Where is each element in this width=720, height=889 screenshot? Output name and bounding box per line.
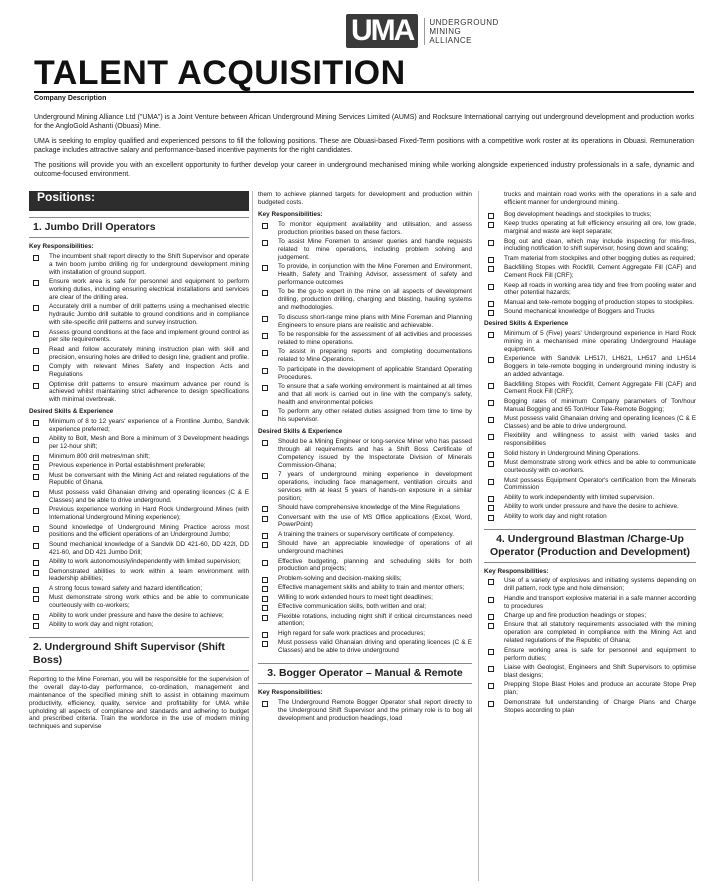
list-item: Willing to work extended hours to meet tight deadlines; [258,594,472,602]
shift-skills-heading: Desired Skills & Experience [258,427,343,435]
intro-paragraph: UMA is seeking to employ qualified and experienced persons to fill the following positions. These are Obuasi-based Fixed-Term positions with a competitive work roster at its operations in Obuasi. Remuneration package includes attractive salary and performance-based incentive payments for the right candidates. [34,138,694,154]
jumbo-resp-heading: Key Responsibilities: [29,243,94,250]
column-1 [29,191,249,735]
list-item: Liaise with Geologist, Engineers and Shift Supervisors to optimise blast designs; [484,664,696,680]
list-item: Keep all roads in working area tidy and free from pooling water and other potential hazards; [484,282,696,298]
list-item: Ability to work independently with limited supervision. [484,494,696,502]
list-item: Must possess valid Ghanaian driving and operating licences (C & E Classes) and be able to drive underground. [484,415,696,431]
list-item: Effective budgeting, planning and scheduling skills for both production and projects; [258,558,472,574]
list-item: Effective management skills and ability to train and mentor others; [258,584,472,592]
shift-section-title: 2. Underground Shift Supervisor (Shift Boss) [29,637,249,671]
jumbo-skills-heading: Desired Skills & Experience [29,408,114,416]
jumbo-skills [29,418,249,629]
list-item: Demonstrated abilities to work within a team environment with leadership abilities; [29,568,249,584]
list-item: Flexible rotations, including night shift if critical circumstances need attention; [258,613,472,629]
list-item: Ability to work under pressure and have the desire to achieve; [29,612,249,620]
list-item: To ensure that a safe working environment is maintained at all times and that all work is carried out in line with the company's safety, health and environmental policies [258,383,472,407]
company-description [34,113,694,185]
list-item: Tram material from stockpiles and other bogging duties as required; [484,255,696,263]
shift-skills [258,438,472,655]
logo-mark: UMA [346,14,418,48]
list-item: The incumbent shall report directly to the Shift Supervisor and operate a twin boom jumbo drilling rig for underground development mining with installation of ground support. [29,253,249,277]
list-item: Solid history in Underground Mining Operations. [484,450,696,458]
list-item: Ability to work under pressure and have the desire to achieve. [484,503,696,511]
jumbo-section-title: 1. Jumbo Drill Operators [29,217,249,238]
list-item: The Underground Remote Bogger Operator shall report directly to the Underground Shift Supervisor and the primary role is to bog all development and production headings, load [258,699,472,723]
list-item: To be responsible for the assessment of all activities and processes related to mine operations. [258,331,472,347]
list-item: Optimise drill patterns to ensure maximum advance per round is achieved whilst maintaining strict adherence to design specifications with minimal overbreak. [29,381,249,405]
blastman-section-title: 4. Underground Blastman /Charge-Up Operator (Production and Development) [484,529,696,563]
bogger-skills-heading: Desired Skills & Experience [484,320,569,328]
list-item: Charge up and fire production headings or stopes; [484,612,696,620]
bogger-section-title: 3. Bogger Operator – Manual & Remote [258,663,472,684]
list-item: Ensure work area is safe for personnel and equipment to perform working duties, including ensuring electrical installations and services are clear of the drilling area. [29,278,249,302]
list-item: High regard for safe work practices and procedures; [258,630,472,638]
list-item: Use of a variety of explosives and initiating systems depending on drill pattern, rock type and hole dimension; [484,577,696,593]
list-item: Should have an appreciable knowledge of operations of all underground machines [258,540,472,556]
logo-line-1: UNDERGROUND [429,17,499,27]
list-item: Backfilling Stopes with Rockfill, Cement Aggregate Fill (CAF) and Cement Rock Fill (CRF); [484,381,696,397]
list-item: Must possess Equipment Operator's certification from the Minerals Commission [484,477,696,493]
list-item: To assist Mine Foremen to answer queries and handle requests related to mine operations, including problem solving and judgement. [258,238,472,262]
list-item: Read and follow accurately mining instruction plan with skill and precision, ensuring holes are drilled to design line, gradient and profile. [29,346,249,362]
bogger-resp-heading: Key Responsibilities: [258,689,323,697]
list-item: Handle and transport explosive material in a safe manner according to procedures [484,595,696,611]
list-item: Effective communication skills, both written and oral; [258,603,472,611]
list-item: To monitor equipment availability and utilisation, and assess production priorities based on these factors. [258,221,472,237]
list-item: Minimum of 8 to 12 years' experience of a Frontline Jumbo, Sandvik experience preferred; [29,418,249,434]
intro-paragraph: The positions will provide you with an excellent opportunity to further develop your career in underground mechanised mining while working alongside experienced industry professionals in a safe, dynamic and outcome-focused environment. [34,162,694,178]
list-item: 7 years of underground mining experience in development operations, including face management, ventilation circuits and services with at least 5 years of hands-on exposure in a similar position; [258,471,472,503]
list-item: Must demonstrate strong work ethics and be able to communicate courteously with co-workers; [29,594,249,610]
list-item: Manual and tele-remote bogging of production stopes to stockpiles. [484,299,696,307]
list-item: Ability to Bolt, Mesh and Bore a minimum of 3 Development headings per 12-hour shift; [29,435,249,451]
list-item: Keep trucks operating at full efficiency ensuring all ore, low grade, marginal and waste are kept separate; [484,220,696,236]
positions-banner: Positions: [29,191,249,211]
column-3 [484,191,696,716]
list-item: Accurately drill a number of drill patterns using a mechanised electric hydraulic Jumbo drill suitable to ground conditions and in compliance with site-specific drill patterns and survey instruction. [29,303,249,327]
list-item: Assess ground conditions at the face and implement ground control as per site requirements. [29,329,249,345]
jumbo-responsibilities [29,253,249,404]
blastman-responsibilities [484,577,696,714]
list-item: Should have comprehensive knowledge of the Mine Regulations [258,504,472,512]
logo-line-2: MINING [429,26,462,36]
column-divider [478,191,479,881]
logo-line-3: ALLIANCE [429,35,473,45]
bogger-skills [484,330,696,520]
blastman-resp-heading: Key Responsibilities: [484,567,549,575]
list-item: Ability to work day and night rotation; [29,621,249,629]
list-item: Ensure that all statutory requirements associated with the mining operation are completed in compliance with the Mining Act and related regulations of the Republic of Ghana; [484,621,696,645]
list-item: Must demonstrate strong work ethics and be able to communicate courteously with co-workers. [484,459,696,475]
list-item: Conversant with the use of MS Office applications (Excel, Word, PowerPoint) [258,514,472,530]
uma-logo [346,14,499,48]
list-item: Sound knowledge of Underground Mining Practice across most positions and the efficient operations of an Underground Jumbo; [29,524,249,540]
list-item: To be the go-to expert in the mine on all aspects of development drilling, production drilling, charging and blasting, hauling systems and methodologies. [258,288,472,312]
list-item: Must possess valid Ghanaian driving and operating licences (C & E Classes) and be able to drive underground. [29,489,249,505]
list-item: Previous experience in Portal establishment preferable; [29,462,249,470]
list-item: Ensure working area is safe for personnel and equipment to perform duties; [484,647,696,663]
list-item: Bogging rates of minimum Company parameters of Ton/hour Manual Bogging and 65 Ton/Hour Tele-Remote Bogging; [484,398,696,414]
list-item: Experience with Sandvik LH517I, LH621, LH517 and LH514 Boggers in tele-remote bogging in underground mining industry is an added advantage. [484,355,696,379]
list-item: Comply with relevant Mines Safety and Inspection Acts and Regulations [29,363,249,379]
list-item: Problem-solving and decision-making skills; [258,575,472,583]
list-item: To participate in the development of applicable Standard Operating Procedures. [258,366,472,382]
title-divider [34,91,694,93]
list-item: Ability to work autonomously/independently with limited supervision; [29,558,249,566]
list-item: Demonstrate full understanding of Charge Plans and Charge Stopes according to plan [484,699,696,715]
list-item: Sound mechanical knowledge of a Sandvik DD 421-60, DD 422I, DD 421-60, and DD 421 Jumbo Drill; [29,541,249,557]
bogger-responsibilities-continued [484,211,696,316]
list-item: Minimum 800 drill metres/man shift; [29,453,249,461]
list-item: Sound mechanical knowledge of Boggers and Trucks [484,308,696,316]
company-description-heading: Company Description [34,95,107,102]
list-item: To perform any other related duties assigned from time to time by his supervisor. [258,408,472,424]
shift-resp-heading: Key Responsibilities: [258,210,323,218]
list-item: Previous experience working in Hard Rock Underground Mines (with International Underground Mining experience); [29,506,249,522]
list-item: Backfilling Stopes with Rockfill, Cement Aggregate Fill (CAF) and Cement Rock Fill (CRF); [484,264,696,280]
page-title: TALENT ACQUISITION [34,54,406,92]
list-item: A strong focus toward safety and hazard identification; [29,585,249,593]
list-item: Minimum of 5 (Five) years' Underground experience in Hard Rock mining in a mechanised mine operating Underground Haulage equipment. [484,330,696,354]
list-item: To assist in preparing reports and completing documentations related to Mine Operations. [258,348,472,364]
list-item: Must possess valid Ghanaian driving and operating licences (C & E Classes) and be able to drive underground [258,639,472,655]
list-item: Bog development headings and stockpiles to trucks; [484,211,696,219]
list-item: To provide, in conjunction with the Mine Foremen and Environment, Health, Safety and Training Advisor, assessment of safety and performance outcomes [258,263,472,287]
list-item: Flexibility and willingness to assist with varied tasks and responsibilities [484,432,696,448]
shift-description: Reporting to the Mine Foreman, you will be responsible for the supervision of the overall day-to-day performance, co-ordination, management and maintenance of the specified mining shift to assist in obtaining maximum productivity, efficiency, quality, service and profitability for UMA while upholding all aspects of compliance and standards and adhering to budget and prescribed criteria. Train the workforce in the use of modern mining techniques and supervise [29,675,249,731]
intro-paragraph: Underground Mining Alliance Ltd ("UMA") is a Joint Venture between African Underground Mining Services Limited (AUMS) and Rocksure International carrying out underground development and production works for the AngloGold Ashanti (Obuasi) Mine. [34,114,694,130]
list-item: Bog out and clean, which may include inspecting for mis-fires, including notification to shift supervisor, hosing down and scaling; [484,238,696,254]
column-divider [252,191,253,881]
logo-text [424,18,499,45]
list-item: Must be conversant with the Mining Act and related regulations of the Republic of Ghana. [29,472,249,488]
list-item: Ability to work day and night rotation [484,513,696,521]
list-item: Should be a Mining Engineer or long-service Miner who has passed through all requirements and has a Shift Boss Certificate of Competency issued by the Inspectorate Division of Minerals Commission-Ghana; [258,438,472,470]
column-2 [258,191,472,724]
list-item: A training the trainers or supervisory certificate of competency. [258,531,472,539]
bogger-responsibilities [258,699,472,723]
list-item: To discuss short-range mine plans with Mine Foreman and Planning Engineers to ensure plans are realistic and achievable. [258,314,472,330]
bogger-resp-continued: trucks and maintain road works with the operations in a safe and efficient manner for underground mining. [504,191,696,206]
shift-description-continued: them to achieve planned targets for development and production within budgeted costs. [258,191,472,206]
shift-responsibilities [258,221,472,424]
list-item: Prepping Stope Blast Holes and produce an accurate Stope Prep plan; [484,681,696,697]
